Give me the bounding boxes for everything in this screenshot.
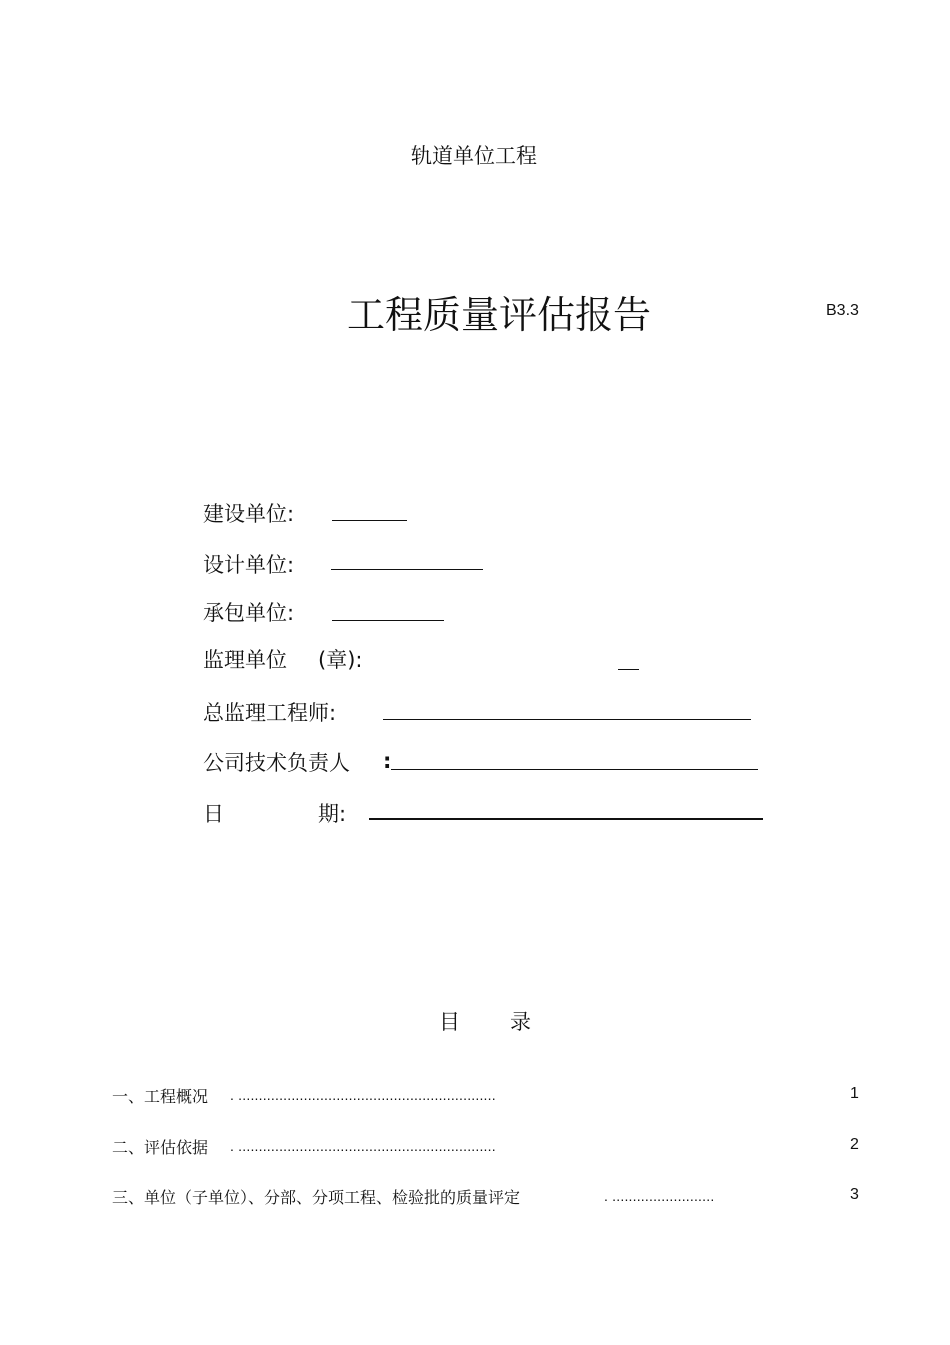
supervision-unit-label: 监理单位 [203, 648, 287, 672]
construction-unit-line [332, 520, 407, 521]
construction-unit-label: 建设单位: [203, 502, 295, 526]
toc-item-dots: . ............................................................... [230, 1138, 496, 1154]
contractor-unit-label: 承包单位: [203, 601, 295, 625]
toc-item-label: 三、单位（子单位）、分部、分项工程、检验批的质量评定 [112, 1188, 521, 1207]
toc-item-label: 二、评估依据 [112, 1138, 209, 1157]
chief-engineer-line [383, 719, 751, 720]
toc-item-dots: . ............................................................... [230, 1087, 496, 1103]
design-unit-label: 设计单位: [203, 553, 295, 577]
company-tech-lead-label: 公司技术负责人 [203, 751, 350, 775]
contractor-unit-line [332, 620, 444, 621]
date-label-2: 期: [318, 802, 347, 826]
seal-label: (章): [318, 648, 363, 672]
document-title: 工程质量评估报告 [347, 293, 652, 337]
chief-engineer-label: 总监理工程师: [203, 701, 337, 725]
form-code: B3.3 [826, 302, 859, 319]
date-line [369, 818, 763, 820]
company-tech-lead-line [391, 769, 758, 770]
design-unit-line [331, 569, 483, 570]
company-tech-lead-colon: : [383, 749, 392, 773]
toc-title-char-2: 录 [510, 1010, 531, 1034]
toc-title-char-1: 目 [439, 1010, 460, 1034]
toc-item-page: 2 [850, 1136, 859, 1153]
toc-item-dots: . ......................... [604, 1188, 715, 1204]
date-label-1: 日 [203, 802, 224, 826]
toc-item-label: 一、工程概况 [112, 1087, 209, 1106]
supervision-unit-line [618, 669, 639, 670]
toc-item-page: 1 [850, 1085, 859, 1102]
document-subtitle: 轨道单位工程 [411, 144, 537, 168]
toc-item-page: 3 [850, 1186, 859, 1203]
